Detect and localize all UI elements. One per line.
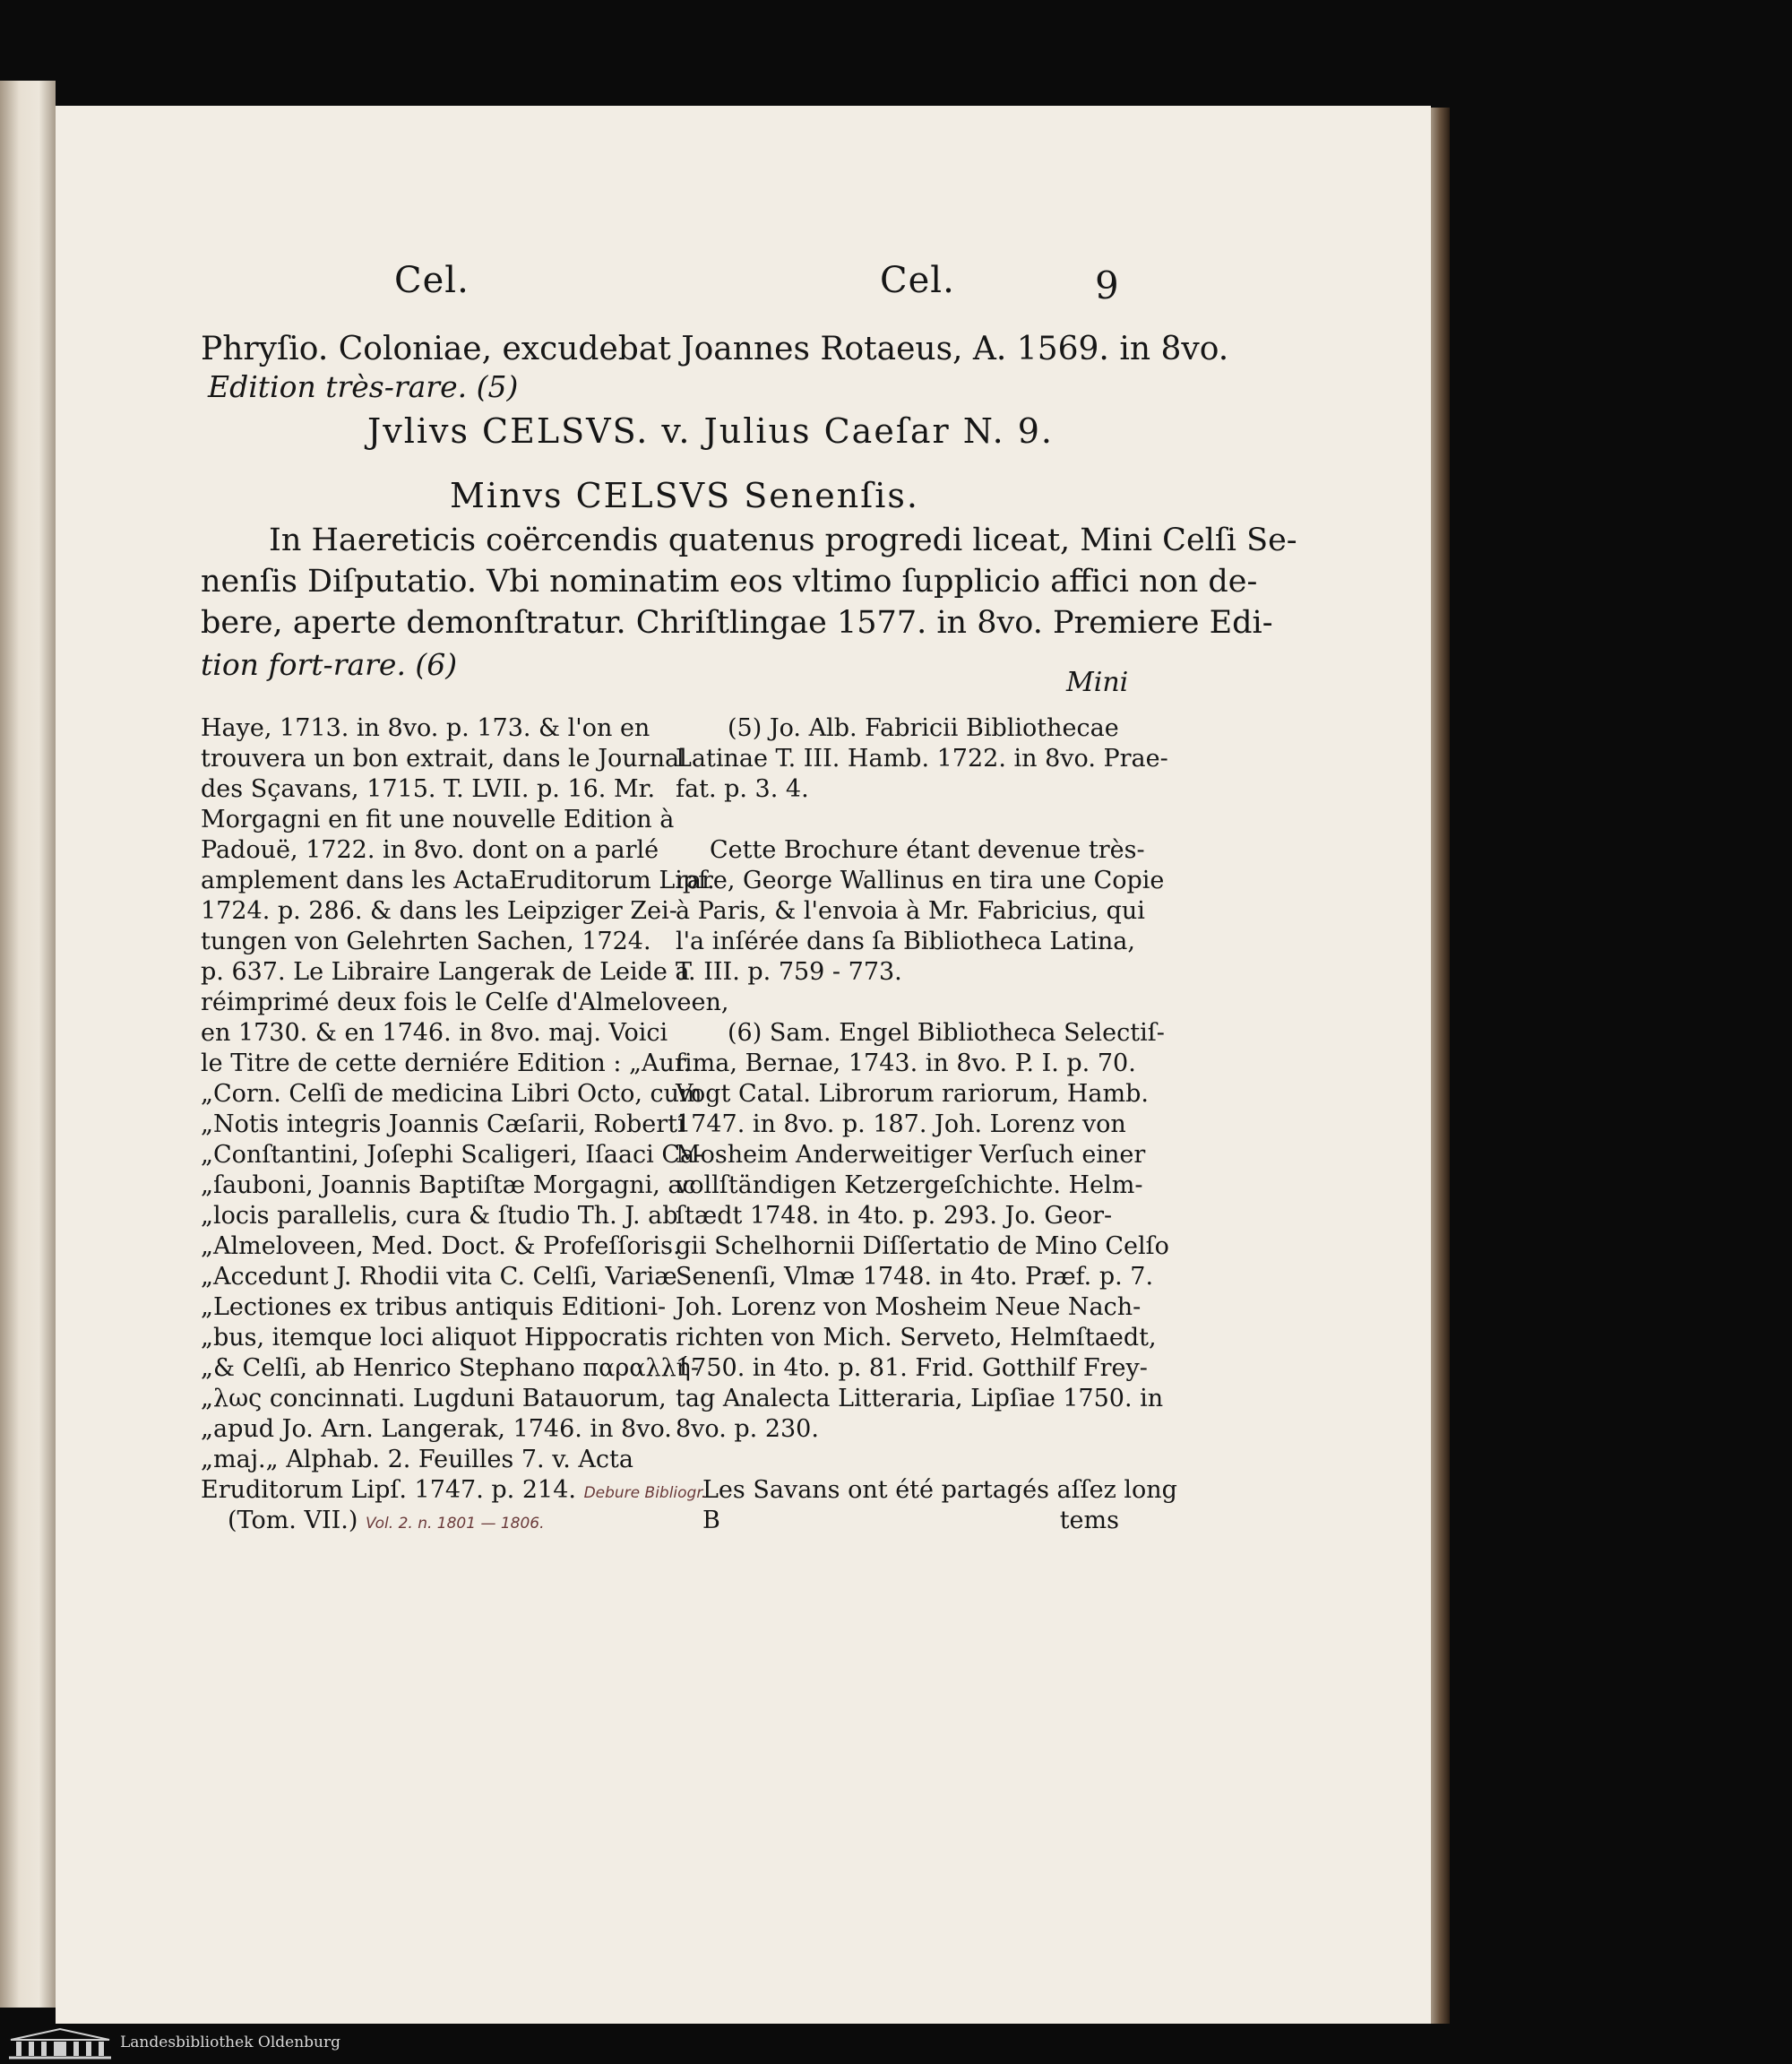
footnote-6-line: ſtædt 1748. in 4to. p. 293. Jo. Geor- bbox=[676, 1202, 1113, 1230]
footnote-6-line: 1747. in 8vo. p. 187. Joh. Lorenz von bbox=[676, 1110, 1126, 1138]
footnote-6-line: Mosheim Anderweitiger Verſuch einer bbox=[676, 1141, 1146, 1169]
text-line: Padouë, 1722. in 8vo. dont on a parlé bbox=[201, 836, 659, 864]
signature-mark: B bbox=[702, 1507, 720, 1534]
text-line: Edition très-rare. (5) bbox=[208, 369, 519, 404]
text-line: 1724. p. 286. & dans les Leipziger Zei- bbox=[201, 897, 677, 925]
text-line: „apud Jo. Arn. Langerak, 1746. in 8vo. bbox=[201, 1415, 672, 1443]
book-page bbox=[56, 106, 1431, 2024]
facing-page-edge bbox=[0, 81, 56, 2008]
paragraph-line: Cette Brochure étant devenue très- bbox=[710, 836, 1145, 864]
heading-minus-celsus: Minvs CELSVS Senenſis. bbox=[450, 476, 919, 515]
footnote-6-line: Senenſi, Vlmæ 1748. in 4to. Præf. p. 7. bbox=[676, 1263, 1154, 1291]
library-building-icon bbox=[7, 2027, 113, 2061]
spacer bbox=[676, 805, 1119, 835]
text-line: Phryſio. Coloniae, excudebat Joannes Rotaeus, A. 1569. in 8vo. bbox=[201, 331, 1229, 367]
right-column bbox=[676, 713, 1177, 1536]
text-line: „locis parallelis, cura & ſtudio Th. J. ab bbox=[201, 1202, 678, 1230]
text-line: trouvera un bon extrait, dans le Journal bbox=[201, 745, 687, 773]
text-line: „ſauboni, Joannis Baptiſtæ Morgagni, ac bbox=[201, 1171, 696, 1199]
heading-julius-celsus: Jvlivs CELSVS. v. Julius Caeſar N. 9. bbox=[367, 411, 1055, 451]
text-line: In Haereticis coërcendis quatenus progredi liceat, Mini Celſi Se- bbox=[269, 522, 1297, 558]
footnote-6-line: tag Analecta Litteraria, Lipſiae 1750. in bbox=[676, 1385, 1164, 1412]
catchword-top: Mini bbox=[1066, 667, 1129, 698]
text-line: „Notis integris Joannis Cæſarii, Roberti bbox=[201, 1110, 685, 1138]
text-line: bere, aperte demonſtratur. Chriſtlingae 1577. in 8vo. Premiere Edi- bbox=[201, 605, 1273, 641]
running-head-center: Cel. bbox=[880, 260, 955, 301]
footnote-6-line: Joh. Lorenz von Mosheim Neue Nach- bbox=[676, 1293, 1142, 1321]
footnote-6-line: ſima, Bernae, 1743. in 8vo. P. I. p. 70. bbox=[676, 1049, 1136, 1077]
footnote-6-line: 1750. in 4to. p. 81. Frid. Gotthilf Frey- bbox=[676, 1354, 1148, 1382]
text-line: Les Savans ont été partagés aſſez long bbox=[702, 1476, 1177, 1504]
footnote-5-line: (5) Jo. Alb. Fabricii Bibliothecae bbox=[728, 714, 1119, 742]
left-column bbox=[201, 713, 729, 1536]
page-number: 9 bbox=[1095, 263, 1120, 307]
text-line: „Accedunt J. Rhodii vita C. Celſi, Variæ bbox=[201, 1263, 677, 1291]
text-line: p. 637. Le Libraire Langerak de Leide a bbox=[201, 958, 690, 986]
text-line: Haye, 1713. in 8vo. p. 173. & l'on en bbox=[201, 714, 650, 742]
text-line-start: Eruditorum Lipſ. 1747. p. 214. bbox=[201, 1476, 576, 1504]
text-line: „maj.„ Alphab. 2. Feuilles 7. v. Acta bbox=[201, 1446, 633, 1473]
manuscript-note: Debure Bibliogr. bbox=[583, 1484, 707, 1502]
text-line bbox=[201, 1506, 649, 1536]
catchword-bottom: tems bbox=[1059, 1507, 1119, 1534]
paragraph-line: rare, George Wallinus en tira une Copie bbox=[676, 867, 1165, 894]
paragraph-line: l'a inſérée dans ſa Bibliotheca Latina, bbox=[676, 928, 1135, 955]
footnote-6-line: richten von Mich. Serveto, Helmſtaedt, bbox=[676, 1324, 1157, 1352]
footer-bar bbox=[0, 2024, 1792, 2064]
text-line: des Sçavans, 1715. T. LVII. p. 16. Mr. bbox=[201, 775, 656, 803]
text-line: le Titre de cette derniére Edition : „Aur. bbox=[201, 1049, 692, 1077]
spacer bbox=[676, 988, 1119, 1018]
text-line: „Lectiones ex tribus antiquis Editioni- bbox=[201, 1293, 667, 1321]
text-line: Morgagni en fit une nouvelle Edition à bbox=[201, 806, 675, 833]
text-line: nenſis Diſputatio. Vbi nominatim eos vltimo ſupplicio affici non de- bbox=[201, 564, 1258, 600]
footnote-5-line: Latinae T. III. Hamb. 1722. in 8vo. Prae- bbox=[676, 745, 1168, 773]
spacer bbox=[676, 1445, 1119, 1475]
text-line: „Conſtantini, Joſephi Scaligeri, Iſaaci Ca- bbox=[201, 1141, 703, 1169]
footnote-5-line: fat. p. 3. 4. bbox=[676, 775, 809, 803]
text-line: „λως concinnati. Lugduni Batauorum, bbox=[201, 1385, 667, 1412]
paragraph-line: à Paris, & l'envoia à Mr. Fabricius, qui bbox=[676, 897, 1145, 925]
footnote-6-line: Vogt Catal. Librorum rariorum, Hamb. bbox=[676, 1080, 1149, 1108]
text-line bbox=[201, 1475, 707, 1506]
text-line: réimprimé deux fois le Celſe d'Almeloveen, bbox=[201, 989, 729, 1016]
manuscript-note: Vol. 2. n. 1801 — 1806. bbox=[366, 1515, 545, 1533]
signature-line bbox=[676, 1506, 1119, 1536]
text-line: amplement dans les ActaEruditorum Lipſ. bbox=[201, 867, 715, 894]
library-name: Landesbibliothek Oldenburg bbox=[120, 2034, 341, 2051]
footnote-6-line: gii Schelhornii Diſſertatio de Mino Celſo bbox=[676, 1232, 1169, 1260]
paragraph-line: T. III. p. 759 - 773. bbox=[676, 958, 902, 986]
text-line: tion fort-rare. (6) bbox=[201, 647, 458, 682]
text-line: „Almeloveen, Med. Doct. & Profeſſoris. bbox=[201, 1232, 681, 1260]
text-line: en 1730. & en 1746. in 8vo. maj. Voici bbox=[201, 1019, 668, 1047]
text-line: „Corn. Celſi de medicina Libri Octo, cum bbox=[201, 1080, 702, 1108]
text-line: „& Celſi, ab Henrico Stephano παραλλή- bbox=[201, 1354, 699, 1382]
footnote-6-line: vollſtändigen Ketzergeſchichte. Helm- bbox=[676, 1171, 1143, 1199]
volume-catchword: (Tom. VII.) bbox=[228, 1507, 358, 1534]
footnote-6-line: (6) Sam. Engel Bibliotheca Selectiſ- bbox=[728, 1019, 1165, 1047]
text-line: „bus, itemque loci aliquot Hippocratis bbox=[201, 1324, 668, 1352]
running-head-left: Cel. bbox=[394, 260, 470, 301]
footnote-6-line: 8vo. p. 230. bbox=[676, 1415, 819, 1443]
text-line: tungen von Gelehrten Sachen, 1724. bbox=[201, 928, 651, 955]
